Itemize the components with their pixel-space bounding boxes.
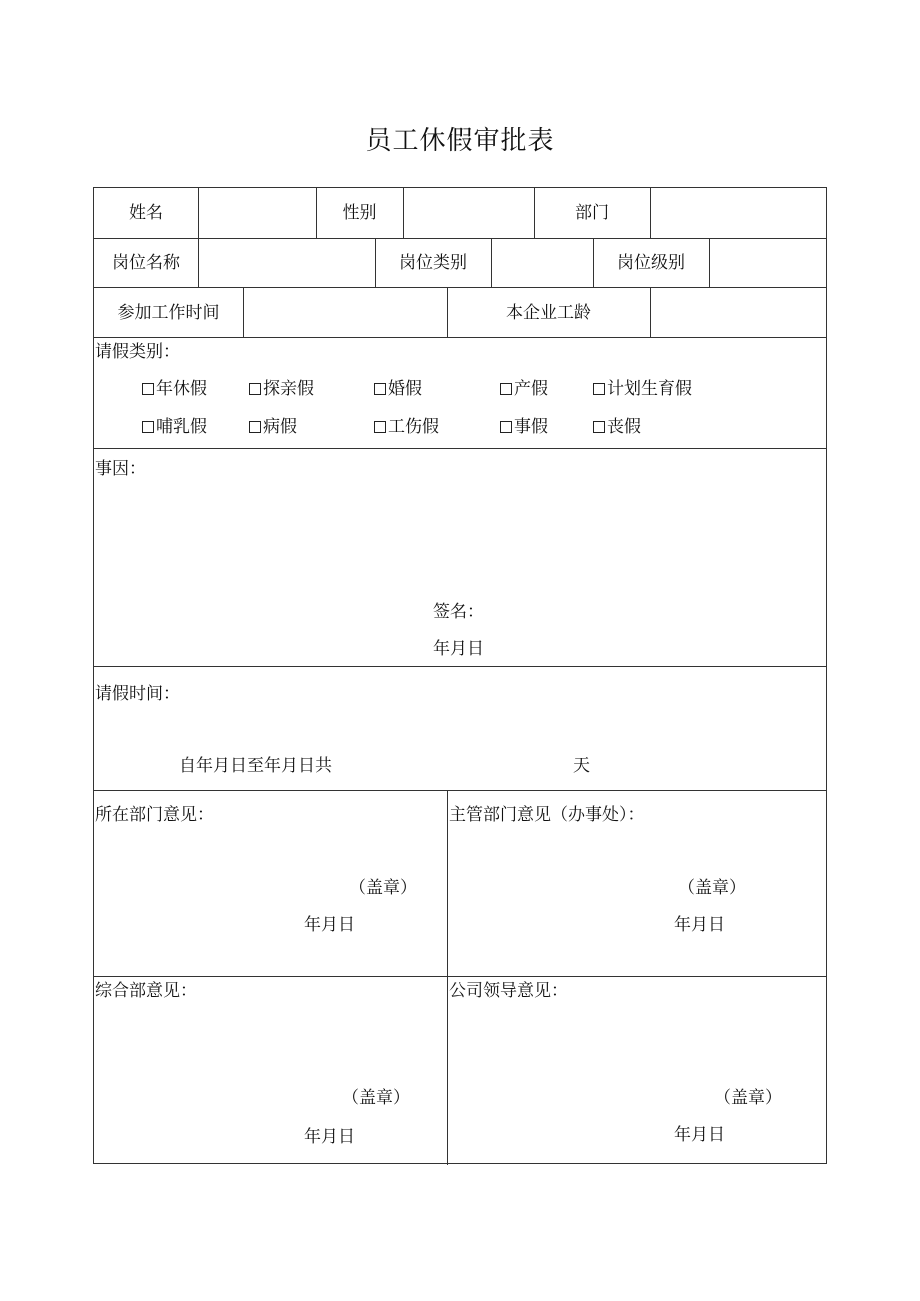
leave-option-label: 探亲假 [263,379,314,399]
form-title: 员工休假审批表 [365,126,555,156]
leave-type-label: 请假类别： [95,342,180,362]
row-divider [94,976,826,977]
position-type-field[interactable] [492,239,592,286]
leave-option-label: 婚假 [388,379,422,399]
leave-option-bereavement[interactable] [593,417,641,437]
position-type-label: 岗位类别 [399,253,467,273]
leave-option-annual[interactable] [142,379,207,399]
work-start-label: 参加工作时间 [117,303,220,323]
leader-opinion-date: 年月日 [674,1125,725,1145]
leave-option-label: 计划生育假 [607,379,692,399]
position-level-label: 岗位级别 [617,253,685,273]
col-divider [447,790,448,1165]
checkbox-icon [142,383,154,395]
row-divider [94,790,826,791]
position-name-label: 岗位名称 [112,253,180,273]
general-opinion-date: 年月日 [304,1127,355,1147]
leave-option-personal[interactable] [500,417,548,437]
leave-option-label: 丧假 [607,417,641,437]
leave-option-family-planning[interactable] [593,379,692,399]
leave-approval-form [93,187,827,1164]
leave-option-label: 年休假 [156,379,207,399]
leave-option-marriage[interactable] [374,379,422,399]
name-field[interactable] [199,189,315,237]
leave-option-label: 事假 [514,417,548,437]
seniority-label: 本企业工龄 [506,303,591,323]
name-label: 姓名 [129,203,163,223]
checkbox-icon [249,421,261,433]
supervisor-opinion-date: 年月日 [674,915,725,935]
checkbox-icon [593,421,605,433]
signature-label: 签名： [433,602,484,622]
leave-option-nursing[interactable] [142,417,207,437]
supervisor-opinion-label: 主管部门意见（办事处）： [449,805,645,825]
dept-opinion-label: 所在部门意见： [95,805,214,825]
dept-opinion-seal: （盖章） [349,878,417,898]
leave-option-label: 病假 [263,417,297,437]
leave-option-label: 产假 [514,379,548,399]
seniority-field[interactable] [651,288,827,336]
supervisor-opinion-seal: （盖章） [678,878,746,898]
leave-option-work-injury[interactable] [374,417,439,437]
position-name-field[interactable] [199,239,374,286]
row-divider [94,448,826,449]
leader-opinion-label: 公司领导意见： [449,981,568,1001]
leave-option-family-visit[interactable] [249,379,314,399]
leave-option-maternity[interactable] [500,379,548,399]
department-field[interactable] [651,189,827,237]
row-divider [94,666,826,667]
checkbox-icon [374,383,386,395]
leave-option-label: 工伤假 [388,417,439,437]
checkbox-icon [142,421,154,433]
work-start-field[interactable] [244,288,446,336]
gender-label: 性别 [342,203,377,223]
reason-date: 年月日 [433,639,484,659]
position-level-field[interactable] [710,239,827,286]
dept-opinion-date: 年月日 [304,915,355,935]
checkbox-icon [593,383,605,395]
checkbox-icon [500,383,512,395]
department-label: 部门 [575,203,609,223]
checkbox-icon [500,421,512,433]
leave-option-sick[interactable] [249,417,297,437]
general-opinion-seal: （盖章） [342,1088,410,1108]
checkbox-icon [249,383,261,395]
gender-field[interactable] [404,189,533,237]
leave-option-label: 哺乳假 [156,417,207,437]
leave-time-label: 请假时间： [95,684,180,704]
leave-days-unit: 天 [573,756,590,776]
leave-time-range: 自年月日至年月日共 [179,756,332,776]
reason-label: 事因： [95,459,146,479]
row-divider [94,337,826,338]
checkbox-icon [374,421,386,433]
general-opinion-label: 综合部意见： [95,981,197,1001]
leader-opinion-seal: （盖章） [714,1088,782,1108]
reason-field[interactable] [95,488,825,588]
